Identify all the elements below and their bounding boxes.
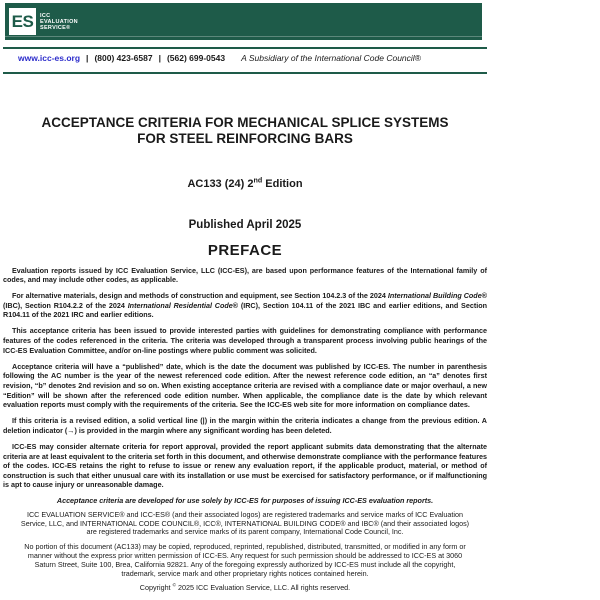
subsidiary-tagline: A Subsidiary of the International Code Council® (241, 53, 421, 63)
edition-number: AC133 (24) 2nd Edition (187, 176, 303, 190)
trademark-notice: ICC EVALUATION SERVICE® and ICC-ES® (and their associated logos) are registered trademarks and service marks of ICC Evaluation Service, LLC, and INTERNATIONAL CODE COUNCIL®, ICC®, INTERNATIONAL BUILDING CODE® and IBC® (and their associated logos) are registered trademarks and service marks of its parent company, International Code Council, Inc. (20, 509, 470, 537)
published-date: Published April 2025 (188, 219, 302, 231)
title-line-1: ACCEPTANCE CRITERIA FOR MECHANICAL SPLICE SYSTEMS (41, 115, 449, 130)
sole-use-note: Acceptance criteria are developed for use solely by ICC-ES for purposes of issuing ICC-ES evaluation reports. (56, 495, 434, 505)
logo-monogram: ES (11, 11, 34, 31)
preface-paragraph-6: ICC-ES may consider alternate criteria for report approval, provided the report applicant submits data demonstrating that the alternate criteria are at least equivalent to the criteria set forth in this document, and otherwise demonstrate compliance with the performance features of the codes. ICC-ES retains the right to refuse to issue or renew any evaluation report, if the applicable product, material, or method of construction is such that either unusual care with its installation or use must be exercised for satisfactory performance, or if malfunctioning is apt to cause injury or unreasonable damage. (3, 441, 487, 490)
preface-paragraph-5: If this criteria is a revised edition, a solid vertical line (|) in the margin within the criteria indicates a change from the previous edition. A deletion indicator (→) is provided in the margin where any significant wording has been deleted. (3, 416, 487, 435)
preface-paragraph-1: Evaluation reports issued by ICC Evaluation Service, LLC (ICC-ES), are based upon performance features of the International family of codes, and may include other codes, as applicable. (3, 265, 487, 285)
icc-es-banner (5, 3, 482, 40)
copyright-notice: No portion of this document (AC133) may be copied, reproduced, reprinted, republished, distributed, transmitted, or modified in any form or manner without the express prior written permission of ICC-ES. Any request for such permission should be addressed to ICC-ES at 3060 Saturn Street, Suite 100, Brea, California 92821. Any of the foregoing expressly authorized by ICC-ES must include all the copyright, trademark, service mark and other proprietary rights notices contained herein. (24, 542, 466, 578)
contact-bar (18, 53, 480, 63)
logo-line-evaluation: EVALUATION (40, 18, 78, 25)
logo-line-icc: ICC (40, 12, 51, 19)
logo-line-service: SERVICE® (40, 24, 71, 31)
preface-paragraph-4: Acceptance criteria will have a “published” date, which is the date the document was published by ICC-ES. The number in parenthesis following the AC number is the year of the newest referenced code edition. After the newest reference code edition, an “a” denotes first revision, “b” denotes 2nd revision and so on. When existing acceptance criteria are revised with a compliance date or major overhaul, a new “Edition” will be shown after the referenced code edition number. When applicable, the compliance date is the date by which relevant evaluation reports must comply with the requirements of the criteria. See the ICC-ES web site for more information on compliance dates. (3, 361, 487, 410)
document-title (3, 115, 487, 147)
preface-paragraph-2: For alternative materials, design and methods of construction and equipment, see Section 104.2.3 of the 2024 International Building Code® (IBC), Section R104.2.2 of the 2024 International Residential Code® (IRC), Section 104.11 of the 2021 IBC and earlier editions, and Section R104.11 of the 2021 IRC and earlier editions. (3, 291, 487, 320)
phone-local: (562) 699-0543 (166, 53, 226, 63)
separator-pipe: | (86, 53, 89, 63)
icc-es-logo (9, 8, 36, 35)
preface-paragraph-3: This acceptance criteria has been issued to provide interested parties with guidelines for demonstrating compliance with performance features of the codes referenced in the criteria. The criteria was developed through a transparent process involving public hearings of the ICC-ES Evaluation Committee, and/or on-line postings where public comment was solicited. (3, 326, 487, 355)
logo-wordmark (40, 13, 78, 31)
phone-tollfree: (800) 423-6587 (94, 53, 153, 63)
preface-heading: PREFACE (207, 242, 283, 259)
website-link[interactable]: www.icc-es.org (18, 53, 81, 63)
separator-pipe: | (158, 53, 161, 63)
title-line-2: FOR STEEL REINFORCING BARS (137, 131, 353, 146)
divider-rule-top (3, 47, 487, 49)
document-body (3, 74, 487, 592)
copyright-line: Copyright © 2025 ICC Evaluation Service, LLC. All rights reserved. (139, 583, 351, 593)
